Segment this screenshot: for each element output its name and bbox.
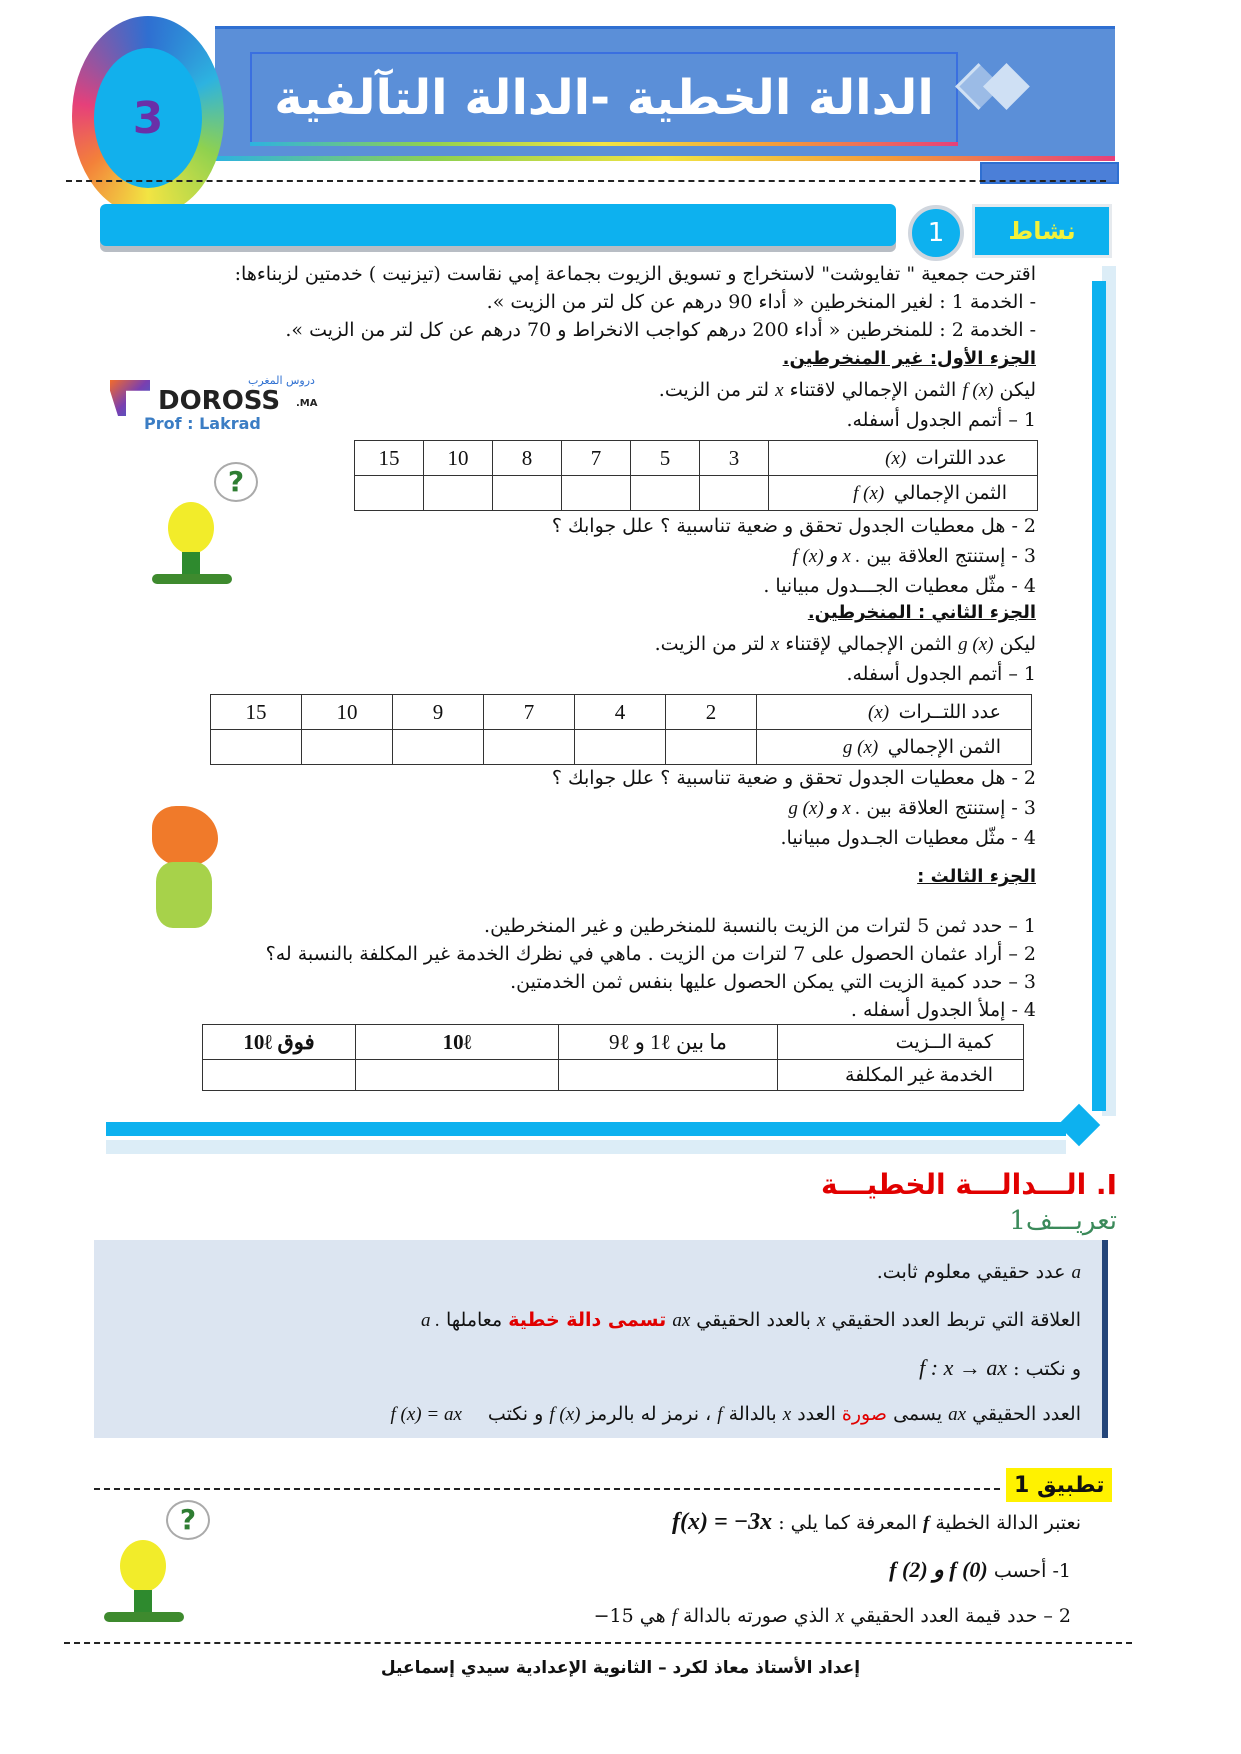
math-equation: f (x) = ax: [390, 1404, 462, 1425]
text: 1- أحسب: [993, 1560, 1071, 1582]
table-cell: 10: [302, 695, 393, 730]
table-cell[interactable]: [700, 476, 769, 511]
application-q2: [594, 1602, 1071, 1631]
table-cell: ما بين 1ℓ و 9ℓ: [559, 1025, 778, 1060]
text: معاملها: [446, 1309, 503, 1331]
service-1: - الخدمة 1 : لغير المنخرطين « أداء 90 درهم عن كل لتر من الزيت ».: [486, 291, 1036, 313]
activity-intro: اقترحت جمعية " تفايوشت" لاستخراج و تسويق الزيوت بجماعة إمي نقاست (تيزنيت ) خدمتين لزبناءها:: [234, 263, 1036, 285]
table-row-label: [769, 476, 1038, 511]
table-cell[interactable]: [356, 1060, 559, 1091]
table-cell[interactable]: [211, 730, 302, 765]
section-title: I. الـــدالـــة الخطيـــة: [820, 1168, 1117, 1201]
page-title: الدالة الخطية -الدالة التآلفية: [274, 70, 934, 126]
text: بالدالة: [728, 1403, 777, 1425]
table-cell[interactable]: [559, 1060, 778, 1091]
table-cell: 15: [211, 695, 302, 730]
lightbulb-mascot-icon: [148, 462, 258, 592]
text: ليكن: [999, 379, 1036, 401]
part3-table: [202, 1024, 1024, 1091]
math-x: x: [775, 380, 784, 401]
activity-label-text: نشاط: [1008, 217, 1076, 245]
question-bubble-icon: ?: [214, 462, 258, 502]
mascot-head: [168, 502, 214, 554]
text: 2 – حدد قيمة العدد الحقيقي: [850, 1605, 1071, 1627]
text: و نكتب: [487, 1403, 544, 1425]
chapter-badge: [94, 48, 202, 188]
part1-q3: [793, 542, 1036, 571]
math-mapping: f : x → ax: [919, 1355, 1008, 1380]
table-row: [355, 441, 1038, 476]
text: لتر من الزيت.: [654, 633, 765, 655]
table-cell: 2: [666, 695, 757, 730]
part1-q1: 1 – أتمم الجدول أسفله.: [846, 409, 1036, 431]
part3-heading: الجزء الثالث :: [917, 866, 1036, 887]
table-cell[interactable]: [302, 730, 393, 765]
lightbulb-mascot-icon: [100, 1500, 210, 1630]
table-cell: 7: [562, 441, 631, 476]
text: يسمى: [893, 1403, 943, 1425]
part2-table: [210, 694, 1032, 765]
activity-number: 1: [927, 218, 945, 248]
part2-definition: [336, 630, 1036, 659]
table-cell: 5: [631, 441, 700, 476]
table-cell: 9: [393, 695, 484, 730]
part2-q1: 1 – أتمم الجدول أسفله.: [846, 663, 1036, 685]
text: 3 - إستنتج العلاقة بين: [866, 797, 1036, 819]
part1-q2: 2 - هل معطيات الجدول تحقق و ضعية تناسبية ؟ علل جوابك ؟: [551, 515, 1036, 537]
math-ax: ax: [672, 1310, 691, 1331]
logo-author: Prof : Lakrad: [144, 414, 261, 433]
math-fx: f (x): [962, 380, 994, 401]
def-line-1: [877, 1258, 1081, 1287]
table-row: [203, 1025, 1024, 1060]
application-label: [1006, 1468, 1112, 1502]
math-f: f: [717, 1404, 723, 1425]
part2-heading: الجزء الثاني : المنخرطين.: [807, 602, 1036, 623]
application-label-text: تطبيق 1: [1014, 1472, 1105, 1498]
activity-number-badge: [908, 205, 964, 261]
part1-heading: الجزء الأول: غير المنخرطين.: [782, 348, 1036, 369]
mascot-head: [120, 1540, 166, 1592]
service-2: - الخدمة 2 : للمنخرطين « أداء 200 درهم كواجب الانخراط و 70 درهم عن كل لتر من الزيت ».: [285, 319, 1036, 341]
part3-q3: 3 – حدد كمية الزيت التي يمكن الحصول عليها بنفس ثمن الخدمتين.: [510, 971, 1036, 993]
math-fx: f (x): [853, 482, 885, 504]
math-expr: f (x) و x .: [792, 546, 861, 567]
def-line-2: [181, 1306, 1081, 1335]
text: الثمن الإجمالي: [893, 482, 1007, 504]
text: بالعدد الحقيقي: [696, 1309, 811, 1331]
table-cell[interactable]: [562, 476, 631, 511]
table-cell[interactable]: [424, 476, 493, 511]
table-row-label: [757, 730, 1032, 765]
logo-mark-icon: [110, 380, 150, 416]
text: الثمن الإجمالي لاقتناء: [789, 379, 957, 401]
text: ليكن: [999, 633, 1036, 655]
doross-logo: [110, 374, 330, 434]
table-cell[interactable]: [666, 730, 757, 765]
question-bubble-icon: ?: [166, 1500, 210, 1540]
text: العلاقة التي تربط العدد الحقيقي: [831, 1309, 1081, 1331]
arrow-divider-shadow: [106, 1140, 1066, 1154]
table-cell[interactable]: [493, 476, 562, 511]
table-row: [355, 476, 1038, 511]
table-cell: 10: [424, 441, 493, 476]
highlight-linear-function: تسمى دالة خطية: [508, 1309, 667, 1331]
math-x: (x): [868, 701, 890, 723]
table-row: [211, 730, 1032, 765]
part2-q3: [788, 794, 1036, 823]
math-x: x: [782, 1404, 792, 1425]
part1-q4: 4 - مثّل معطيات الجـــدول مبيانيا .: [763, 575, 1036, 597]
part3-q4: 4 - إملأ الجدول أسفله .: [850, 999, 1036, 1021]
table-cell: 4: [575, 695, 666, 730]
application-q1: [889, 1556, 1071, 1585]
part2-q2: 2 - هل معطيات الجدول تحقق و ضعية تناسبية ؟ علل جوابك ؟: [551, 767, 1036, 789]
table-cell[interactable]: [203, 1060, 356, 1091]
part3-q1: 1 – حدد ثمن 5 لترات من الزيت بالنسبة للمنخرطين و غير المنخرطين.: [484, 915, 1036, 937]
activity-label: [972, 204, 1112, 258]
math-x: (x): [885, 447, 907, 469]
text: العدد: [797, 1403, 836, 1425]
table-cell: 15: [355, 441, 424, 476]
table-cell: 10ℓ: [356, 1025, 559, 1060]
text: عدد اللتــرات: [898, 701, 1001, 723]
highlight-image: صورة: [841, 1403, 888, 1425]
header-divider: [66, 180, 1106, 182]
mascot-feet: [152, 574, 232, 584]
text: 3 - إستنتج العلاقة بين: [866, 545, 1036, 567]
table-cell: 7: [484, 695, 575, 730]
mascot-base: [134, 1590, 152, 1612]
fox-body: [156, 862, 212, 928]
math-x: x: [835, 1606, 845, 1627]
text: هي 15−: [593, 1605, 666, 1627]
math-a: a .: [420, 1310, 440, 1331]
text: المعرفة كما يلي :: [778, 1512, 917, 1534]
table-row: [203, 1060, 1024, 1091]
table-cell[interactable]: [631, 476, 700, 511]
application-intro: [672, 1508, 1081, 1538]
table-row: [211, 695, 1032, 730]
math-f: f: [923, 1513, 930, 1534]
table-cell: 8: [493, 441, 562, 476]
table-cell: 3: [700, 441, 769, 476]
table-cell[interactable]: [393, 730, 484, 765]
math-x: x: [816, 1310, 826, 1331]
def-line-4: [161, 1400, 1081, 1429]
arrow-divider: [106, 1122, 1066, 1136]
part1-table: [354, 440, 1038, 511]
footer-divider: [64, 1642, 1132, 1644]
math-ax: ax: [948, 1404, 967, 1425]
def-line-3: [919, 1354, 1081, 1383]
table-row-label: الخدمة غير المكلفة: [778, 1060, 1024, 1091]
text: لتر من الزيت.: [658, 379, 770, 401]
math-gx: g (x): [958, 634, 994, 655]
title-box: [250, 52, 958, 144]
math-gx: g (x): [842, 736, 879, 758]
math-expr: f (2) و f (0): [889, 1557, 988, 1582]
logo-suffix: .MA: [296, 398, 318, 409]
logo-brand: DOROSS: [158, 386, 281, 416]
math-f: f: [671, 1606, 677, 1627]
footer-text: إعداد الأستاذ معاذ لكرد – الثانوية الإعدادية سيدي إسماعيل: [380, 1658, 861, 1678]
table-cell[interactable]: [355, 476, 424, 511]
fox-head: [152, 806, 218, 866]
part2-q4: 4 - مثّل معطيات الجـدول مبيانيا.: [780, 827, 1036, 849]
text: نعتبر الدالة الخطية: [935, 1512, 1081, 1534]
mascot-base: [182, 552, 200, 574]
table-row-label: كمية الــزيت: [778, 1025, 1024, 1060]
part3-q2: 2 – أراد عثمان الحصول على 7 لترات من الزيت . ماهي في نظرك الخدمة غير المكلفة بالنسبة له؟: [265, 943, 1036, 965]
application-divider: [94, 1488, 1000, 1490]
chapter-number: 3: [132, 92, 164, 144]
definition-title: تعريـــف1: [1009, 1206, 1117, 1236]
table-row-label: [769, 441, 1038, 476]
math-x: x: [770, 634, 780, 655]
part1-definition: [336, 376, 1036, 405]
math-expr: g (x) و x .: [788, 798, 861, 819]
math-equation: f(x) = −3x: [671, 1509, 773, 1535]
text: العدد الحقيقي: [972, 1403, 1081, 1425]
math-fx: f (x): [549, 1404, 581, 1425]
text: عدد اللترات: [915, 447, 1007, 469]
header-rainbow-line: [215, 156, 1115, 161]
text: عدد حقيقي معلوم ثابت.: [876, 1261, 1066, 1283]
table-cell[interactable]: [484, 730, 575, 765]
title-underline: [250, 142, 958, 146]
side-bar: [1092, 281, 1106, 1111]
text: الذي صورته بالدالة: [683, 1605, 830, 1627]
math-a: a: [1071, 1262, 1081, 1283]
text: الثمن الإجمالي: [887, 736, 1001, 758]
logo-arabic: دروس المغرب: [248, 374, 315, 387]
text: و نكتب :: [1013, 1358, 1081, 1380]
mascot-feet: [104, 1612, 184, 1622]
table-cell[interactable]: [575, 730, 666, 765]
text: الثمن الإجمالي لإقتناء: [785, 633, 953, 655]
table-row-label: [757, 695, 1032, 730]
activity-bar: [100, 204, 896, 246]
table-cell: فوق 10ℓ: [203, 1025, 356, 1060]
text: ، نرمز له بالرمز: [586, 1403, 712, 1425]
fox-mascot-icon: [134, 806, 244, 932]
